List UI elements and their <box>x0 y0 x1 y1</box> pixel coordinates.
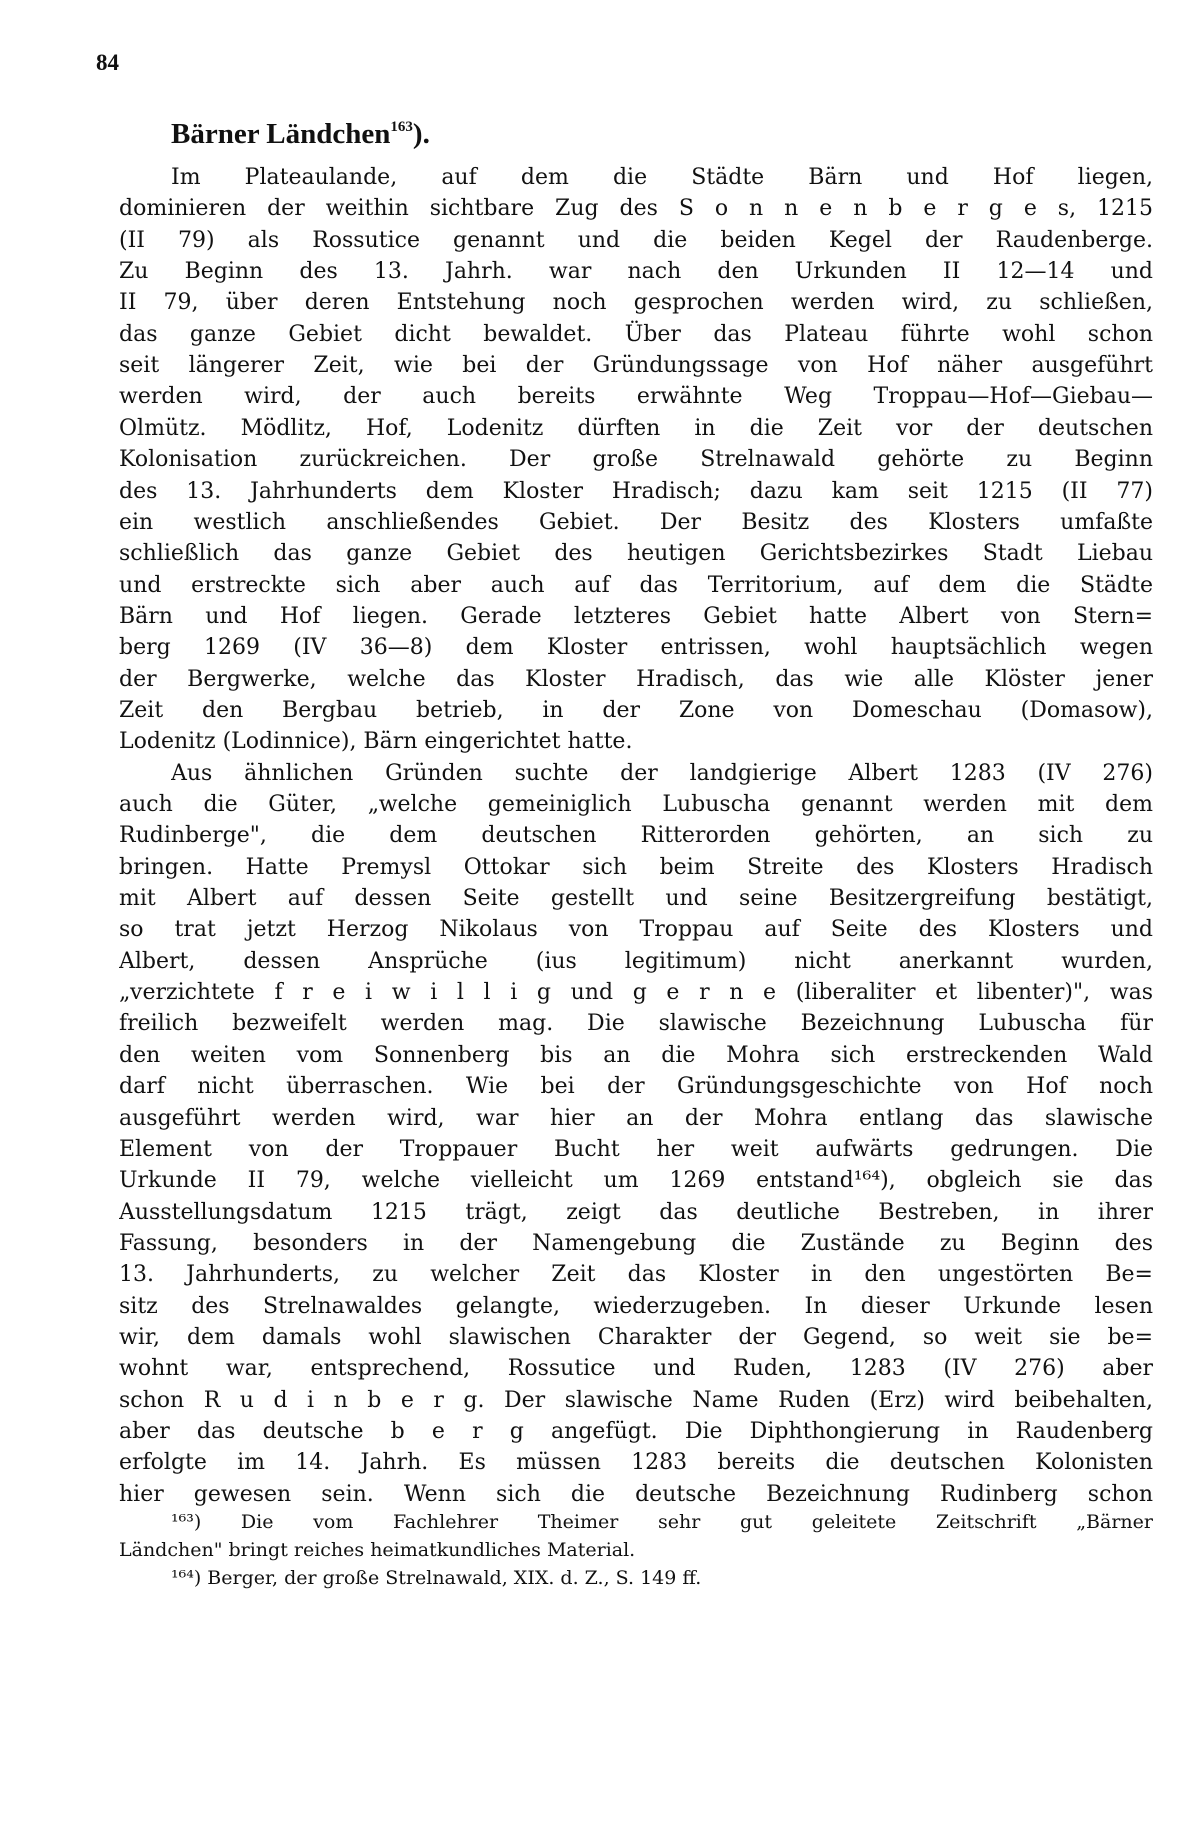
text-line: das ganze Gebiet dicht bewaldet. Über das Plateau führte wohl schon <box>119 321 1153 347</box>
text-line: den weiten vom Sonnenberg bis an die Mohra sich erstreckenden Wald <box>119 1042 1153 1068</box>
footnote-line: ¹⁶⁴) Berger, der große Strelnawald, XIX. d. Z., S. 149 ff. <box>171 1567 702 1589</box>
text-line: Olmütz. Mödlitz, Hof, Lodenitz dürften in die Zeit vor der deutschen <box>119 415 1153 441</box>
text-line: Albert, dessen Ansprüche (ius legitimum) nicht anerkannt wurden, <box>119 948 1153 974</box>
text-line: freilich bezweifelt werden mag. Die slawische Bezeichnung Lubuscha für <box>119 1011 1153 1037</box>
text-line: Ausstellungsdatum 1215 trägt, zeigt das deutliche Bestreben, in ihrer <box>119 1199 1153 1225</box>
text-line: bringen. Hatte Premysl Ottokar sich beim Streite des Klosters Hradisch <box>119 854 1153 880</box>
text-line: erfolgte im 14. Jahrh. Es müssen 1283 bereits die deutschen Kolonisten <box>119 1450 1153 1476</box>
text-line: so trat jetzt Herzog Nikolaus von Troppau auf Seite des Klosters und <box>119 917 1153 943</box>
footnote-line: Ländchen" bringt reiches heimatkundliches Material. <box>119 1539 636 1561</box>
text-line: seit längerer Zeit, wie bei der Gründungssage von Hof näher ausgeführt <box>119 353 1153 379</box>
text-line: wohnt war, entsprechend, Rossutice und Ruden, 1283 (IV 276) aber <box>119 1356 1153 1382</box>
text-line: Zu Beginn des 13. Jahrh. war nach den Urkunden II 12—14 und <box>119 259 1153 285</box>
footnote-line: ¹⁶³) Die vom Fachlehrer Theimer sehr gut geleitete Zeitschrift „Bärner <box>171 1511 1153 1533</box>
text-line: wir, dem damals wohl slawischen Charakter der Gegend, so weit sie be= <box>119 1324 1153 1350</box>
text-line: hier gewesen sein. Wenn sich die deutsche Bezeichnung Rudinberg schon <box>119 1481 1153 1507</box>
text-line: Kolonisation zurückreichen. Der große Strelnawald gehörte zu Beginn <box>119 447 1153 473</box>
text-line: Urkunde II 79, welche vielleicht um 1269 entstand¹⁶⁴), obgleich sie das <box>119 1168 1153 1194</box>
text-line: werden wird, der auch bereits erwähnte Weg Troppau—Hof—Giebau— <box>119 384 1153 410</box>
text-line: dominieren der weithin sichtbare Zug des S o n n e n b e r g e s, 1215 <box>119 196 1153 222</box>
text-line: Im Plateaulande, auf dem die Städte Bärn und Hof liegen, <box>171 165 1153 190</box>
text-line: „verzichtete f r e i w i l l i g und g e r n e (liberaliter et libenter)", was <box>119 980 1153 1006</box>
text-line: schließlich das ganze Gebiet des heutigen Gerichtsbezirkes Stadt Liebau <box>119 541 1153 567</box>
text-line: der Bergwerke, welche das Kloster Hradisch, das wie alle Klöster jener <box>119 666 1153 692</box>
footnote-ref: 163 <box>390 119 413 135</box>
text-line: Lodenitz (Lodinnice), Bärn eingerichtet hatte. <box>119 729 633 755</box>
text-line: Fassung, besonders in der Namengebung die Zustände zu Beginn des <box>119 1230 1153 1256</box>
text-line: ein westlich anschließendes Gebiet. Der Besitz des Klosters umfaßte <box>119 509 1153 535</box>
text-line: berg 1269 (IV 36—8) dem Kloster entrissen, wohl hauptsächlich wegen <box>119 635 1153 661</box>
text-line: darf nicht überraschen. Wie bei der Gründungsgeschichte von Hof noch <box>119 1074 1153 1100</box>
text-line: II 79, über deren Entstehung noch gesprochen werden wird, zu schließen, <box>119 290 1153 316</box>
text-line: schon R u d i n b e r g. Der slawische Name Ruden (Erz) wird beibehalten, <box>119 1387 1153 1413</box>
text-line: aber das deutsche b e r g angefügt. Die Diphthongierung in Raudenberg <box>119 1419 1153 1444</box>
text-line: sitz des Strelnawaldes gelangte, wiederzugeben. In dieser Urkunde lesen <box>119 1293 1153 1319</box>
text-line: Bärn und Hof liegen. Gerade letzteres Gebiet hatte Albert von Stern= <box>119 603 1153 629</box>
text-line: auch die Güter, „welche gemeiniglich Lubuscha genannt werden mit dem <box>119 792 1153 817</box>
text-line: 13. Jahrhunderts, zu welcher Zeit das Kloster in den ungestörten Be= <box>119 1262 1153 1288</box>
heading-close: ). <box>412 118 430 150</box>
text-line: mit Albert auf dessen Seite gestellt und seine Besitzergreifung bestätigt, <box>119 886 1153 912</box>
text-line: Aus ähnlichen Gründen suchte der landgierige Albert 1283 (IV 276) <box>171 760 1153 786</box>
text-line: Element von der Troppauer Bucht her weit aufwärts gedrungen. Die <box>119 1136 1153 1162</box>
page-number: 84 <box>96 50 119 75</box>
text-line: und erstreckte sich aber auch auf das Territorium, auf dem die Städte <box>119 572 1153 598</box>
text-line: Rudinberge", die dem deutschen Ritterorden gehörten, an sich zu <box>119 823 1153 849</box>
text-line: des 13. Jahrhunderts dem Kloster Hradisch; dazu kam seit 1215 (II 77) <box>119 478 1153 504</box>
text-line: Zeit den Bergbau betrieb, in der Zone von Domeschau (Domasow), <box>119 697 1153 723</box>
text-line: ausgeführt werden wird, war hier an der Mohra entlang das slawische <box>119 1105 1153 1131</box>
text-line: (II 79) als Rossutice genannt und die beiden Kegel der Raudenberge. <box>119 227 1153 253</box>
section-title: Bärner Ländchen <box>171 118 391 150</box>
